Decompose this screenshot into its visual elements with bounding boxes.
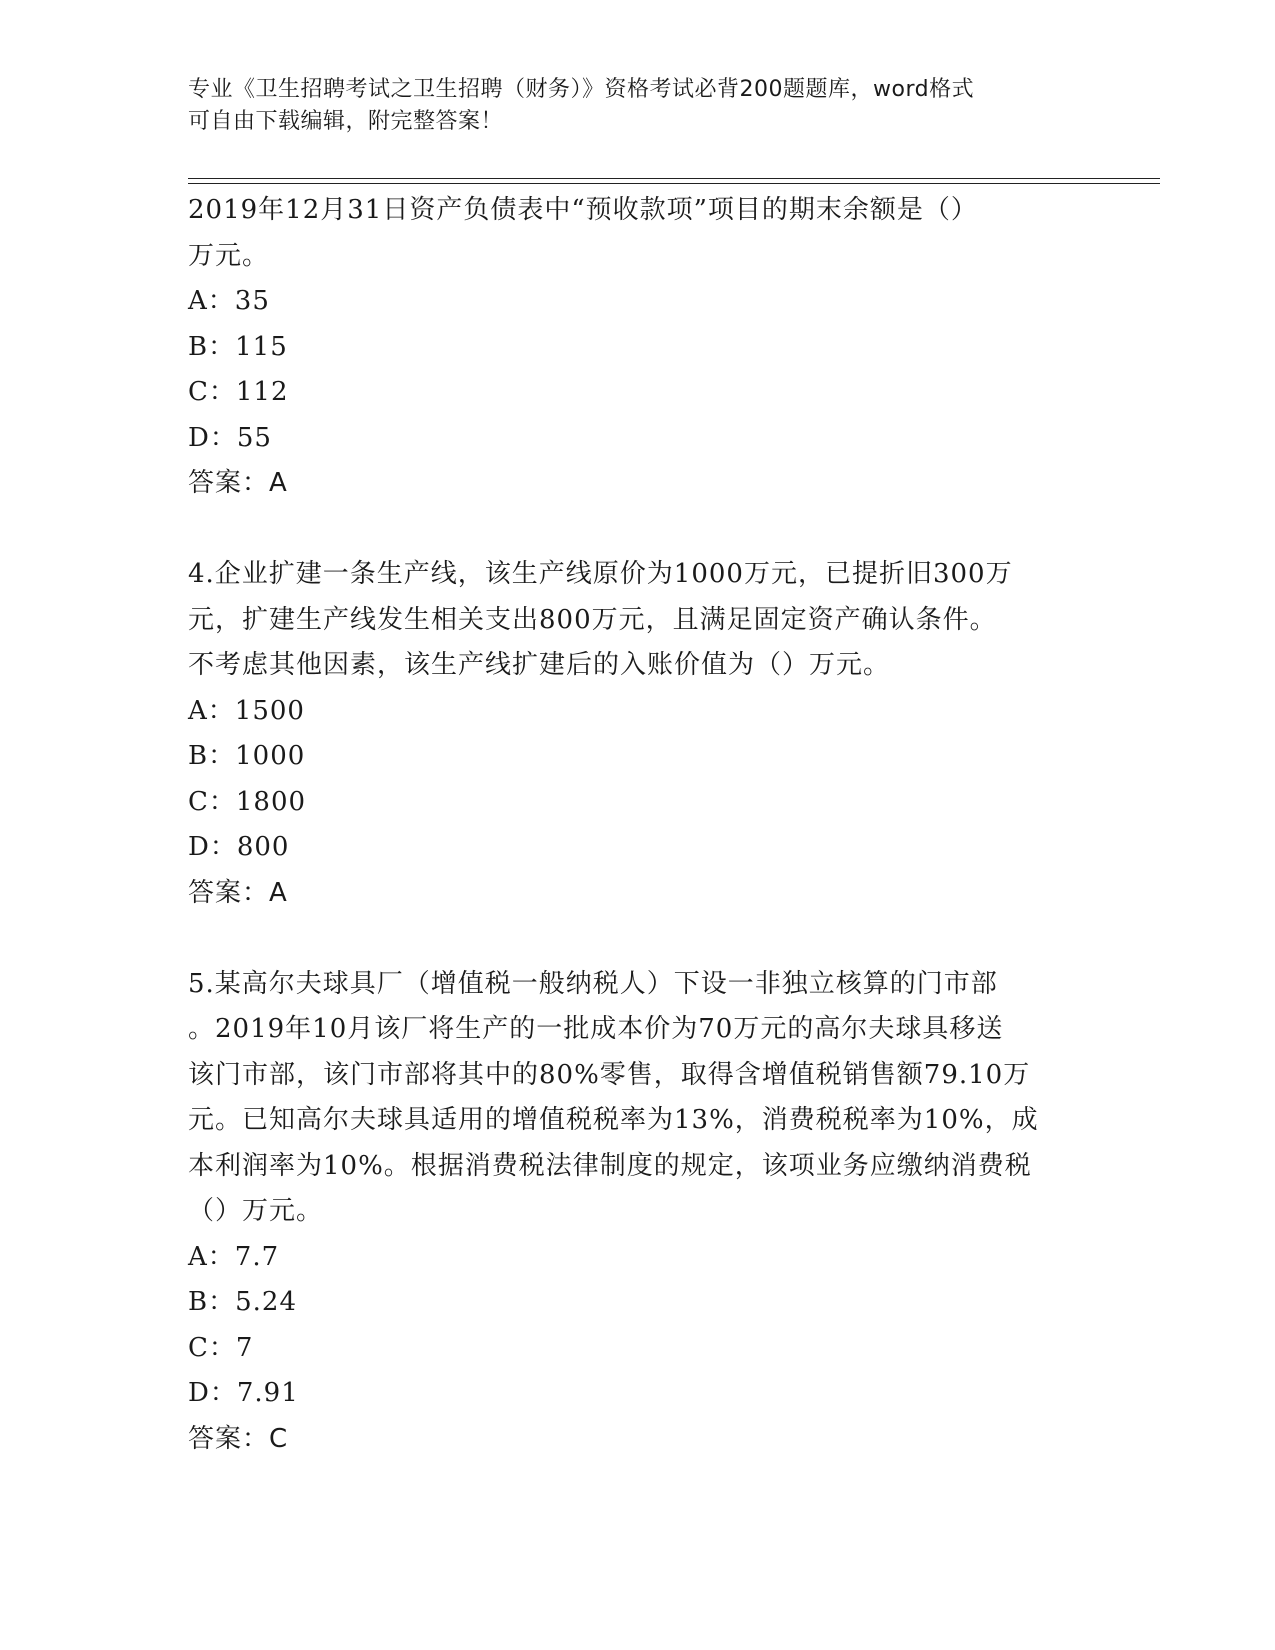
answer-label: 答案：C	[188, 1423, 289, 1454]
question-stem: 元，扩建生产线发生相关支出800万元，且满足固定资产确认条件。	[188, 604, 997, 635]
question-stem: 。2019年10月该厂将生产的一批成本价为70万元的高尔夫球具移送	[188, 1014, 1004, 1044]
option-b: B：5.24	[188, 1287, 297, 1317]
question-stem: 不考虑其他因素，该生产线扩建后的入账价值为（）万元。	[188, 650, 891, 680]
option-a: A：35	[188, 286, 270, 316]
header-divider-bottom	[188, 183, 1160, 184]
header-title-line-2: 可自由下载编辑，附完整答案！	[188, 109, 504, 134]
option-b: B：115	[188, 331, 288, 362]
option-d: D：7.91	[188, 1378, 299, 1408]
option-a: A：1500	[188, 695, 305, 726]
option-d: D：55	[188, 422, 272, 453]
option-c: C：1800	[188, 786, 307, 817]
header-divider-top	[188, 178, 1160, 179]
header-title-line-1: 专业《卫生招聘考试之卫生招聘（财务）》资格考试必背200题题库，word格式	[188, 77, 975, 102]
question-stem: 元。已知高尔夫球具适用的增值税税率为13%，消费税税率为10%，成	[188, 1105, 1039, 1135]
question-stem: 4.企业扩建一条生产线，该生产线原价为1000万元，已提折旧300万	[188, 559, 1013, 589]
question-stem: 2019年12月31日资产负债表中“预收款项”项目的期末余额是（）	[188, 195, 978, 225]
option-c: C：112	[188, 377, 289, 407]
option-b: B：1000	[188, 741, 306, 771]
question-4	[188, 552, 1088, 916]
question-5	[188, 962, 1088, 1463]
question-spacer	[188, 507, 1088, 553]
question-stem: 该门市部，该门市部将其中的80%零售，取得含增值税销售额79.10万	[188, 1059, 1031, 1090]
option-a: A：7.7	[188, 1241, 280, 1272]
question-stem: 万元。	[188, 240, 270, 271]
question-stem: 5.某高尔夫球具厂（增值税一般纳税人）下设一非独立核算的门市部	[188, 968, 998, 999]
question-spacer	[188, 916, 1088, 962]
answer-label: 答案：A	[188, 468, 288, 498]
document-header	[188, 74, 1068, 138]
option-d: D：800	[188, 832, 290, 862]
question-list	[188, 188, 1088, 1462]
answer-label: 答案：A	[188, 877, 288, 908]
question-3	[188, 188, 1088, 507]
option-c: C：7	[188, 1332, 254, 1363]
question-stem: （）万元。	[188, 1196, 324, 1226]
question-stem: 本利润率为10%。根据消费税法律制度的规定，该项业务应缴纳消费税	[188, 1150, 1032, 1181]
